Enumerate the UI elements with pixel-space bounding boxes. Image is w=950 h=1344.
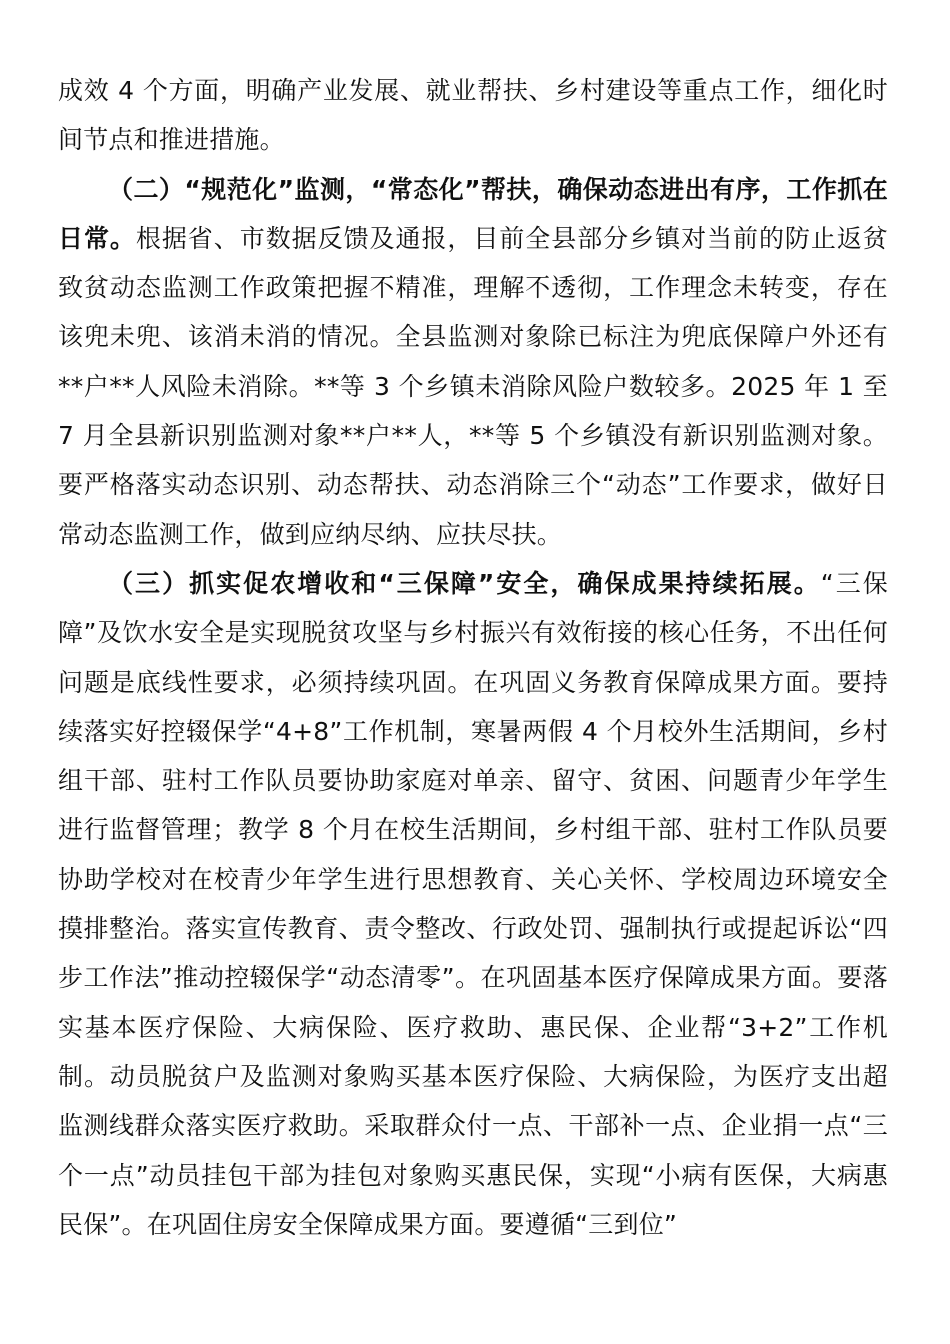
paragraph-body: “三保障”及饮水安全是实现脱贫攻坚与乡村振兴有效衔接的核心任务，不出任何问题是底线性要求，必须持续巩固。在巩固义务教育保障成果方面。要持续落实好控辍保学“4+8”工作机制，寒暑两假 4 个月校外生活期间，乡村组干部、驻村工作队员要协助家庭对单亲、留守、贫困、问题青少年学生进行监督管理；教学 8 个月在校生活期间，乡村组干部、驻村工作队员要协助学校对在校青少年学生进行思想教育、关心关怀、学校周边环境安全摸排整治。落实宣传教育、责令整改、行政处罚、强制执行或提起诉讼“四步工作法”推动控辍保学“动态清零”。在巩固基本医疗保障成果方面。要落实基本医疗保险、大病保险、医疗救助、惠民保、企业帮“3+2”工作机制。动员脱贫户及监测对象购买基本医疗保险、大病保险，为医疗支出超监测线群众落实医疗救助。采取群众付一点、干部补一点、企业捐一点“三个一点”动员挂包干部为挂包对象购买惠民保，实现“小病有医保，大病惠民保”。在巩固住房安全保障成果方面。要遵循“三到位” xyxy=(58,568,889,1239)
section-heading: （三）抓实促农增收和“三保障”安全，确保成果持续拓展。 xyxy=(108,568,821,598)
paragraph-three-guarantees xyxy=(58,559,888,1249)
section-heading: （二）“规范化”监测，“常态化”帮扶，确保动态进出有序，工作抓在日常。 xyxy=(58,174,888,253)
paragraph-body: 根据省、市数据反馈及通报，目前全县部分乡镇对当前的防止返贫致贫动态监测工作政策把握不精准，理解不透彻，工作理念未转变，存在该兜未兜、该消未消的情况。全县监测对象除已标注为兜底保障户外还有**户**人风险未消除。**等 3 个乡镇未消除风险户数较多。2025 年 1 至 7 月全县新识别监测对象**户**人，**等 5 个乡镇没有新识别监测对象。要严格落实动态识别、动态帮扶、动态消除三个“动态”工作要求，做好日常动态监测工作，做到应纳尽纳、应扶尽扶。 xyxy=(58,223,888,549)
paragraph-monitoring xyxy=(58,165,888,559)
document-page xyxy=(58,66,888,1249)
paragraph-continuation xyxy=(58,66,888,165)
paragraph-body: 成效 4 个方面，明确产业发展、就业帮扶、乡村建设等重点工作，细化时间节点和推进措施。 xyxy=(58,76,888,155)
